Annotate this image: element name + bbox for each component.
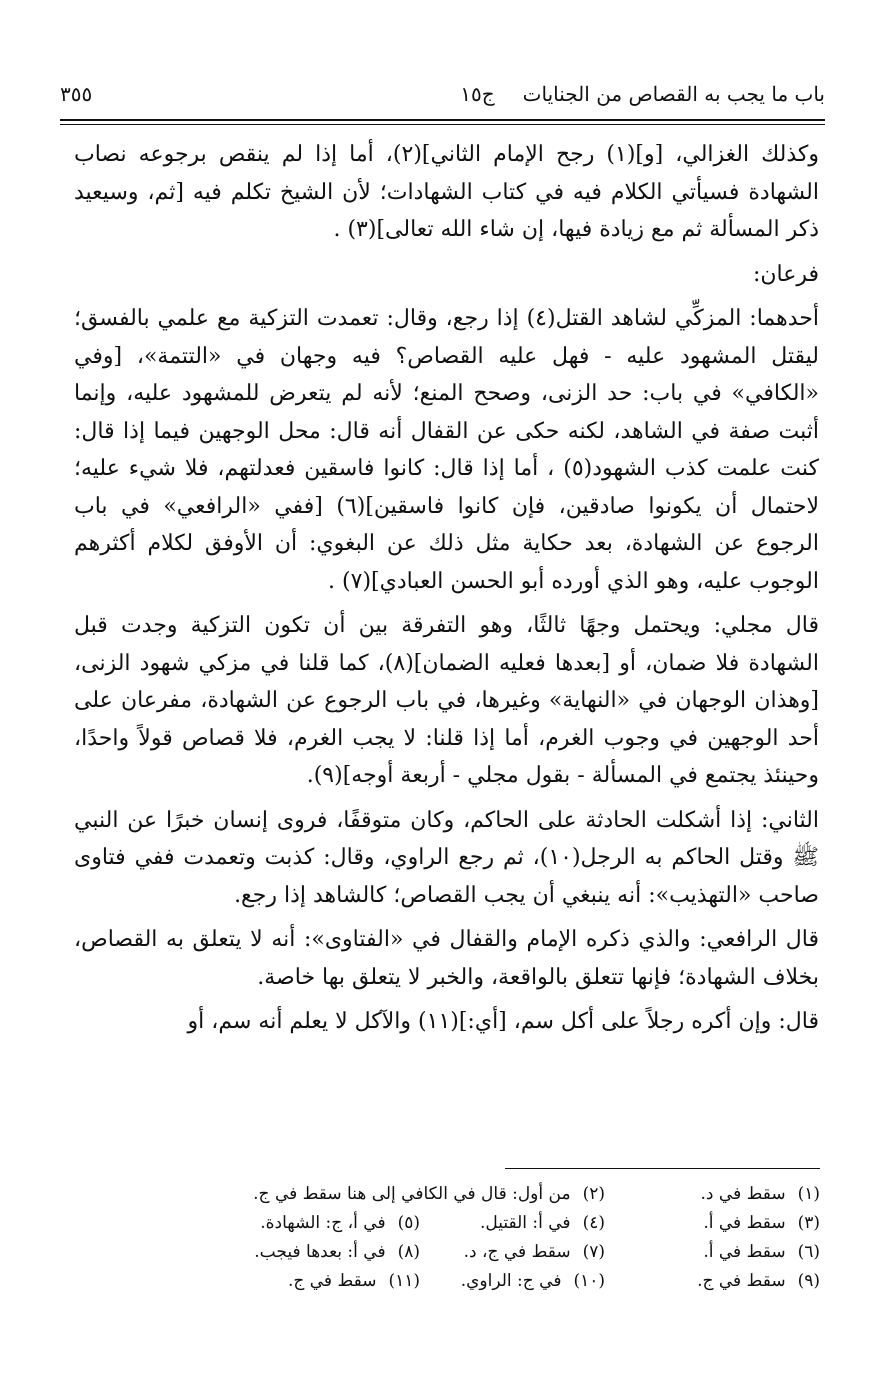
paragraph: قال الرافعي: والذي ذكره الإمام والقفال في «الفتاوى»: أنه لا يتعلق به القصاص، بخلاف الشهادة؛ فإنها تتعلق بالواقعة، والخبر لا يتعلق بها خاصة. (74, 927, 819, 990)
footnote-row (70, 1238, 820, 1267)
footnote (605, 1209, 820, 1238)
header-rule-thick (60, 119, 825, 121)
footnote (420, 1238, 605, 1267)
footnote-text: في أ: القتيل. (479, 1213, 571, 1233)
paragraph: أحدهما: المزكِّي لشاهد القتل(٤) إذا رجع، وقال: تعمدت التزكية مع علمي بالفسق؛ ليقتل المشهود عليه - فهل عليه القصاص؟ فيه وجهان في «التتمة»، [وفي «الكافي» في باب: حد الزنى، وصحح المنع؛ لأنه لم يتعرض للمشهود عليه، وإنما أثبت صفة في الشاهد، لكنه حكى عن القفال أنه قال: محل الوجهين فيما إذا قال: كنت علمت كذب الشهود(٥) ، أما إذا قال: كانوا فاسقين فعدلتهم، فلا شيء عليه؛ لاحتمال أن يكونوا صادقين، فإن كانوا فاسقين](٦) [ففي «الرافعي» في باب الرجوع عن الشهادة، بعد حكاية مثل ذلك عن البغوي: أن الأوفق لكلام أكثرهم الوجوب عليه، وهو الذي أورده أبو الحسن العبادي](٧) . (74, 306, 820, 594)
page-number: ٣٥٥ (60, 82, 93, 106)
footnote-text: في أ: بعدها فيجب. (254, 1242, 386, 1262)
header-title-group (460, 82, 825, 106)
footnote-row (70, 1209, 820, 1238)
main-text (74, 136, 819, 1041)
chapter-title: باب ما يجب به القصاص من الجنايات (522, 82, 825, 106)
footnote (120, 1238, 420, 1267)
footnote (605, 1238, 820, 1267)
footnote (120, 1209, 420, 1238)
footnote-number: (٧) (582, 1242, 605, 1262)
footnote-row (70, 1180, 820, 1209)
header-rule-thin (60, 124, 825, 125)
footnote-number: (٣) (797, 1213, 820, 1233)
paragraph: وكذلك الغزالي، [و](١) رجح الإمام الثاني](٢)، أما إذا لم ينقص برجوعه نصاب الشهادة فسيأتي الكلام فيه في كتاب الشهادات؛ لأن الشيخ تكلم فيه [ثم، وسيعيد ذكر المسألة ثم مع زيادة فيها، إن شاء الله تعالى](٣) . (74, 142, 820, 242)
footnote-text: سقط في أ. (703, 1242, 786, 1262)
footnote-text: سقط في ج. (697, 1271, 786, 1291)
volume-label: ج١٥ (460, 82, 495, 106)
footnote-text: سقط في ج. (287, 1271, 377, 1291)
footnote-number: (٥) (397, 1213, 420, 1233)
footnote-number: (١٠) (573, 1271, 605, 1291)
footnote-text: من أول: قال في الكافي إلى هنا سقط في ج. (253, 1184, 571, 1204)
footnote (420, 1209, 605, 1238)
footnote-number: (٩) (797, 1271, 820, 1291)
paragraph: قال مجلي: ويحتمل وجهًا ثالثًا، وهو التفرقة بين أن تكون التزكية وجدت قبل الشهادة فلا ضمان، أو [بعدها فعليه الضمان](٨)، كما قلنا في مزكي شهود الزنى، [وهذان الوجهان في «النهاية» وغيرها، في باب الرجوع عن الشهادة، مفرعان على أحد الوجهين في وجوب الغرم، أما إذا قلنا: لا يجب الغرم، فلا قصاص قولاً واحدًا، وحينئذ يجتمع في المسألة - بقول مجلي - أربعة أوجه](٩). (74, 613, 819, 788)
footnote-number: (٨) (397, 1242, 420, 1262)
paragraph: الثاني: إذا أشكلت الحادثة على الحاكم، وكان متوقفًا، فروى إنسان خبرًا عن النبي ﷺ وقتل الحاكم به الرجل(١٠)، ثم رجع الراوي، وقال: كذبت وتعمدت ففي فتاوى صاحب «التهذيب»: أنه ينبغي أن يجب القصاص؛ كالشاهد إذا رجع. (74, 807, 819, 908)
footnote-number: (٢) (582, 1184, 605, 1204)
paragraph: قال: وإن أكره رجلاً على أكل سم، [أي:](١١) والآكل لا يعلم أنه سم، أو (187, 1009, 819, 1034)
footnote (120, 1267, 420, 1296)
section-heading: فرعان: (752, 261, 819, 287)
footnote (605, 1267, 820, 1296)
footnote-text: سقط في أ. (703, 1213, 786, 1233)
footnote-text: في ج: الراوي. (460, 1271, 562, 1291)
footnote-text: سقط في د. (700, 1184, 786, 1204)
footnote-separator (505, 1168, 820, 1169)
footnote-number: (١١) (388, 1271, 420, 1291)
footnote-text: سقط في ج، د. (463, 1242, 571, 1262)
footnote-number: (١) (797, 1184, 820, 1204)
running-header (60, 82, 825, 106)
footnote-row (70, 1267, 820, 1296)
footnote-number: (٦) (797, 1242, 820, 1262)
footnote (420, 1267, 605, 1296)
footnote-number: (٤) (582, 1213, 605, 1233)
footnote (253, 1180, 605, 1209)
footnote-text: في أ، ج: الشهادة. (260, 1213, 386, 1233)
footnote (605, 1180, 820, 1209)
footnotes (70, 1180, 820, 1296)
